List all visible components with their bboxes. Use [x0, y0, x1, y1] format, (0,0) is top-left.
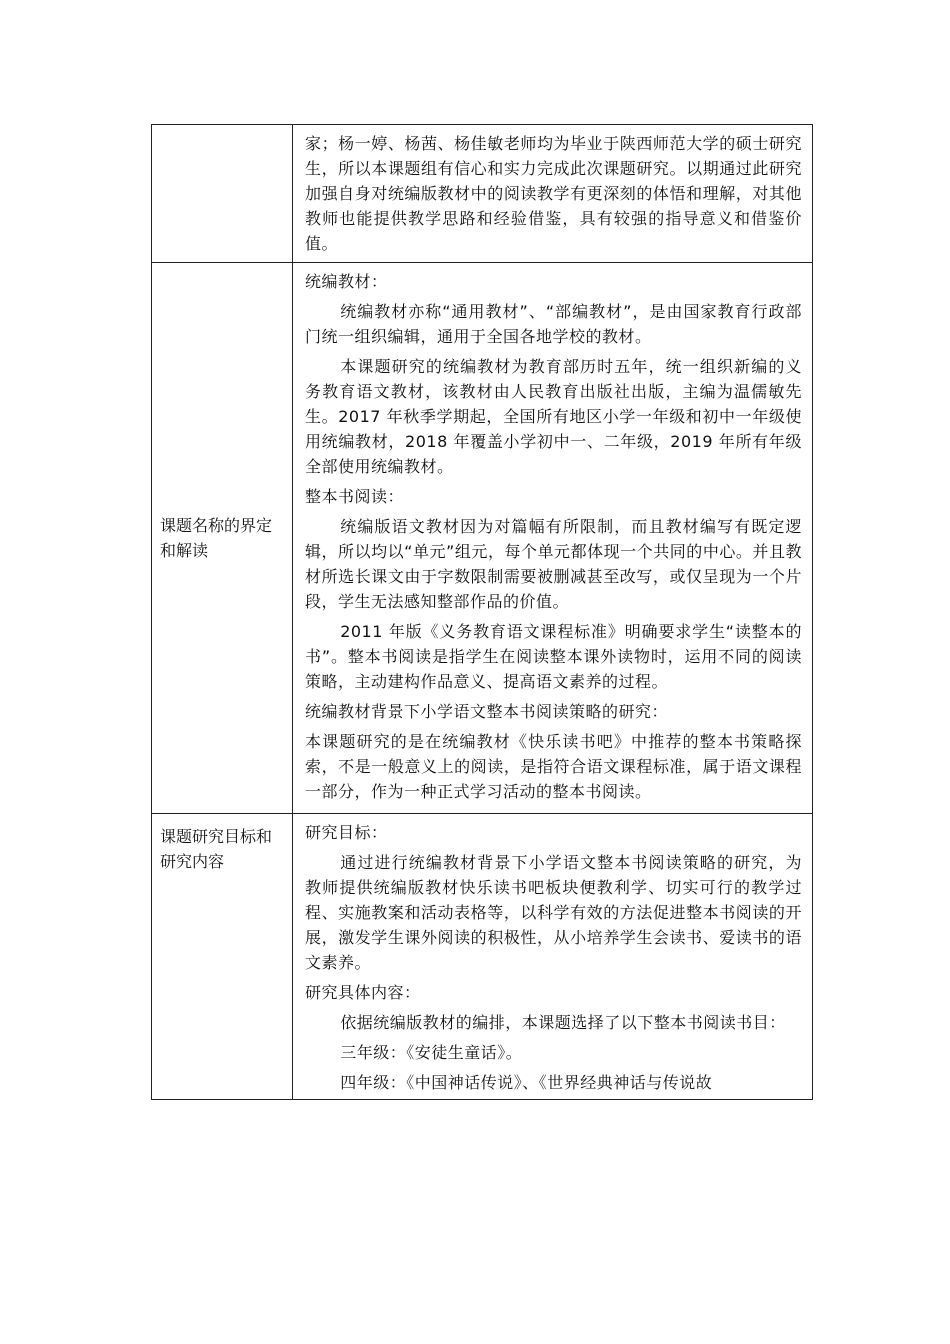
row-label-cell: [152, 263, 293, 814]
row-label: 课题研究目标和研究内容: [160, 827, 273, 871]
section-heading: 统编教材背景下小学语文整本书阅读策略的研究：: [305, 702, 669, 721]
paragraph: 统编教材亦称“通用教材”、“部编教材”，是由国家教育行政部门统一组织编辑，通用于全国各地学校的教材。: [305, 302, 802, 346]
table-row-definition: [152, 263, 813, 814]
document-table: [151, 124, 813, 1100]
section-heading: 统编教材：: [305, 272, 388, 291]
table-row-objectives: [152, 814, 813, 1100]
row-content: [293, 263, 813, 814]
row-content: [293, 814, 813, 1100]
row-content: [293, 125, 813, 263]
paragraph: 家；杨一婷、杨茜、杨佳敏老师均为毕业于陕西师范大学的硕士研究生，所以本课题组有信心和实力完成此次课题研究。以期通过此研究加强自身对统编版教材中的阅读教学有更深刻的体悟和理解，对其他教师也能提供教学思路和经验借鉴，具有较强的指导意义和借鉴价值。: [305, 134, 802, 253]
paragraph: 2011 年版《义务教育语文课程标准》明确要求学生“读整本的书”。整本书阅读是指学生在阅读整本课外读物时，运用不同的阅读策略，主动建构作品意义、提高语文素养的过程。: [305, 622, 802, 691]
section-heading: 整本书阅读：: [305, 487, 405, 506]
paragraph: 通过进行统编教材背景下小学语文整本书阅读策略的研究，为教师提供统编版教材快乐读书吧板块便教利学、切实可行的教学过程、实施教案和活动表格等，以科学有效的方法促进整本书阅读的开展，激发学生课外阅读的积极性，从小培养学生会读书、爱读书的语文素养。: [305, 853, 802, 972]
paragraph: 本课题研究的统编教材为教育部历时五年，统一组织新编的义务教育语文教材，该教材由人民教育出版社出版，主编为温儒敏先生。2017 年秋季学期起，全国所有地区小学一年级和初中一年级使用统编教材，2018 年覆盖小学初中一、二年级，2019 年所有年级全部使用统编教材。: [305, 357, 802, 476]
paragraph: 本课题研究的是在统编教材《快乐读书吧》中推荐的整本书策略探索，不是一般意义上的阅读，是指符合语文课程标准，属于语文课程一部分，作为一种正式学习活动的整本书阅读。: [305, 732, 802, 801]
row-label: 课题名称的界定和解读: [160, 516, 273, 560]
paragraph: 统编版语文教材因为对篇幅有所限制，而且教材编写有既定逻辑，所以均以“单元”组元，每个单元都体现一个共同的中心。并且教材所选长课文由于字数限制需要被删减甚至改写，或仅呈现为一个片段，学生无法感知整部作品的价值。: [305, 517, 802, 611]
table-row-continuation: [152, 125, 813, 263]
list-item: 三年级：《安徒生童话》。: [340, 1043, 523, 1062]
row-label-empty: [152, 125, 293, 263]
row-label-cell: [152, 814, 293, 1100]
section-heading: 研究目标：: [305, 823, 388, 842]
list-item: 四年级：《中国神话传说》、《世界经典神话与传说故: [340, 1073, 713, 1092]
paragraph: 依据统编版教材的编排，本课题选择了以下整本书阅读书目：: [340, 1013, 786, 1032]
section-heading: 研究具体内容：: [305, 983, 421, 1002]
